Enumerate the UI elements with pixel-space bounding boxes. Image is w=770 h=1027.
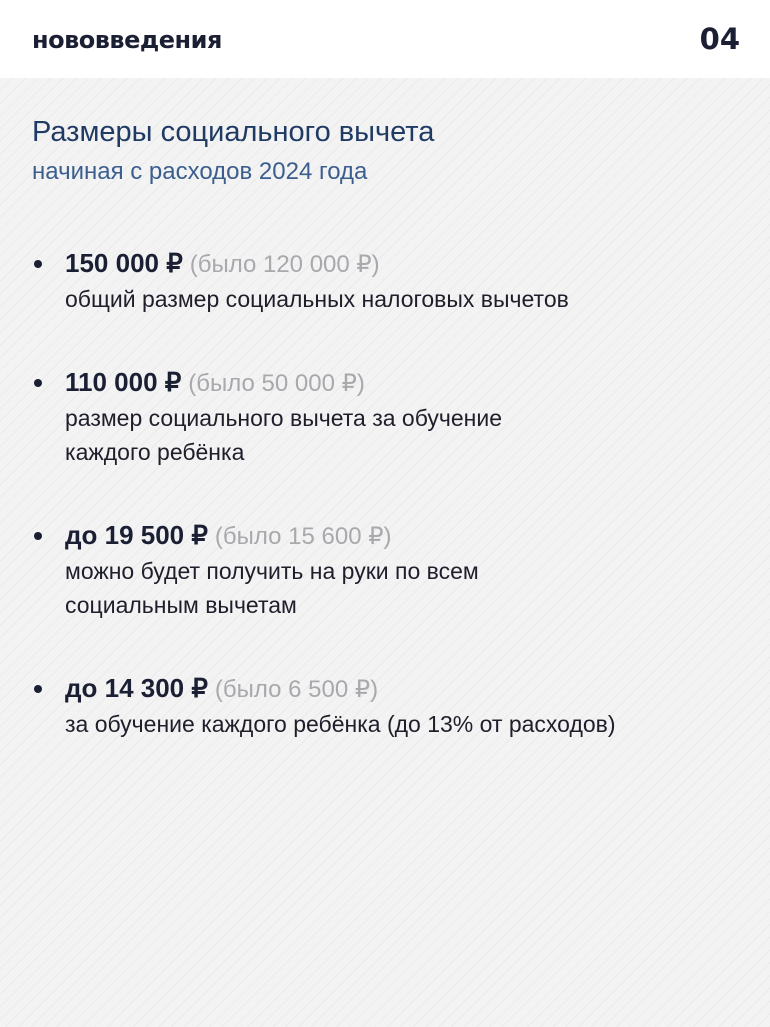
item-description: размер социального вычета за обучение каждого ребёнка xyxy=(65,405,502,465)
item-head xyxy=(65,518,754,554)
bullet-icon xyxy=(34,685,42,693)
page-number: 04 xyxy=(699,22,740,56)
item-head xyxy=(65,246,754,282)
bullet-icon xyxy=(34,260,42,268)
item-description: общий размер социальных налоговых вычетов xyxy=(65,286,569,312)
list-item xyxy=(34,246,754,316)
list-item xyxy=(34,671,754,741)
list-item xyxy=(34,518,754,622)
item-amount: 110 000 ₽ xyxy=(65,367,182,397)
bullet-icon xyxy=(34,532,42,540)
section-title: Размеры социального вычета xyxy=(32,116,435,148)
item-head xyxy=(65,365,754,401)
item-amount: до 14 300 ₽ xyxy=(65,673,208,703)
item-previous-amount: (было 15 600 ₽) xyxy=(214,523,392,550)
item-previous-amount: (было 50 000 ₽) xyxy=(188,370,365,397)
section-subtitle: начиная с расходов 2024 года xyxy=(32,158,368,185)
bullet-icon xyxy=(34,379,42,387)
header-bar xyxy=(0,0,770,78)
item-amount: до 19 500 ₽ xyxy=(65,520,208,550)
item-description: за обучение каждого ребёнка (до 13% от расходов) xyxy=(65,711,616,737)
item-previous-amount: (было 120 000 ₽) xyxy=(189,251,380,278)
deduction-list xyxy=(34,246,754,790)
item-head xyxy=(65,671,754,707)
list-item xyxy=(34,365,754,469)
item-amount: 150 000 ₽ xyxy=(65,248,183,278)
item-previous-amount: (было 6 500 ₽) xyxy=(214,676,379,703)
item-description: можно будет получить на руки по всем социальным вычетам xyxy=(65,558,479,618)
header-title: нововведения xyxy=(32,26,222,54)
